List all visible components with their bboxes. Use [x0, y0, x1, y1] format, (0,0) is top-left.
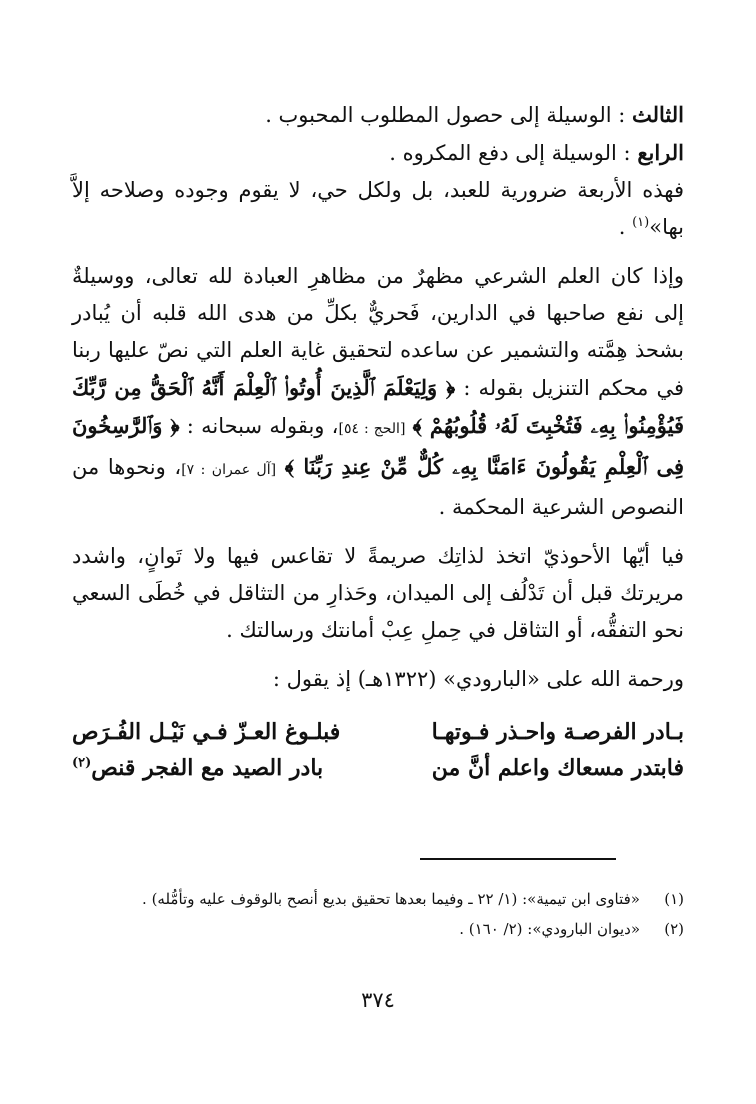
third-text: : الوسيلة إلى حصول المطلوب المحبوب . [265, 103, 626, 127]
paragraph-third [72, 96, 684, 134]
footnote-2-number: (٢) [664, 920, 684, 938]
poem-intro-text: ورحمة الله على «البارودي» (١٣٢٢هـ) إذ يقول : [272, 667, 684, 691]
verse-reference-2: [آل عمران : ٧] [181, 462, 277, 478]
footnote-marker-1[interactable]: (١) [632, 215, 650, 230]
poem [72, 714, 684, 786]
paragraph-four-needs [72, 172, 684, 246]
poem-line-2-second-hemistich [72, 750, 323, 786]
third-label: الثالث [632, 102, 684, 127]
fourth-label: الرابع [637, 140, 684, 165]
footnote-2-text: «ديوان البارودي»: (٢/ ١٦٠) . [459, 920, 640, 938]
poem-line-1-second-hemistich: فبلـوغ العـزّ فـي نَيْـل الفُـرَص [72, 719, 341, 745]
quran-verse-2: ﴿ وَٱلرَّٰسِخُونَ فِى ٱلْعِلْمِ يَقُولُونَ ءَامَنَّا بِهِۦ كُلٌّ مِّنْ عِندِ رَبِّنَا ﴾ [72, 413, 685, 479]
paragraph-fourth [72, 134, 684, 172]
poem-line-2 [72, 750, 684, 786]
knowledge-text-3: ، ونحوها من النصوص الشرعية المحكمة . [72, 455, 684, 519]
fourth-text: : الوسيلة إلى دفع المكروه . [389, 141, 631, 165]
paragraph-poem-intro [72, 661, 684, 698]
poem-line-1-first-hemistich: بـادر الفرصـة واحـذر فـوتهـا [431, 719, 684, 745]
footnote-1-text: «فتاوى ابن تيمية»: (١/ ٢٢ ـ وفيما بعدها تحقيق بديع أنصح بالوقوف عليه وتأمُّله) . [142, 890, 640, 908]
quran-verse-1: ﴿ وَلِيَعْلَمَ ٱلَّذِينَ أُوتُوا۟ ٱلْعِلْمَ أَنَّهُ ٱلْحَقُّ مِن رَّبِّكَ فَيُؤْمِنُوا۟ بِهِۦ فَتُخْبِتَ لَهُۥ قُلُوبُهُمْ ﴾ [72, 375, 685, 438]
paragraph-exhortation [72, 538, 684, 649]
exhortation-text: فيا أيّها الأحوذيّ اتخذ لذاتِك صريمةً لا تقاعس فيها ولا تَوانٍ، واشدد مريرتك قبل أن تَدْلُف إلى الميدان، وحَذارِ من التثاقل في خُطَى السعي نحو التفقُّه، أو التثاقل في حِملِ عِبْ أمانتك ورسالتك . [72, 544, 684, 642]
footnote-1-number: (١) [664, 890, 684, 908]
poem-line-1 [72, 714, 684, 750]
four-needs-end: . [618, 215, 626, 239]
four-needs-text: فهذه الأربعة ضرورية للعبد، بل ولكل حي، لا يقوم وجوده وصلاحه إلاَّ بها» [72, 178, 684, 239]
verse-reference-1: [الحج : ٥٤] [338, 421, 406, 437]
poem-line-2-second-text: بادر الصيد مع الفجر قنص [91, 755, 324, 781]
footnote-2 [72, 914, 684, 944]
footnote-1 [72, 884, 684, 914]
knowledge-text-1: وإذا كان العلم الشرعي مظهرٌ من مظاهرِ العبادة لله تعالى، ووسيلةٌ إلى نفع صاحبها في الدارين، فَحريٌّ بكلِّ من هدى الله قلبه أن يُبادر بشحذ هِمَّته والتشمير عن ساعده لتحقيق غاية العلم التي نصّ عليها ربنا في محكم التنزيل بقوله : [72, 264, 684, 400]
main-text [72, 96, 684, 786]
footnote-separator [420, 858, 616, 860]
paragraph-knowledge [72, 258, 684, 526]
page-number: ٣٧٤ [361, 988, 395, 1012]
knowledge-text-2: ، وبقوله سبحانه : [186, 414, 339, 438]
footnote-marker-2[interactable]: (٢) [72, 755, 92, 771]
poem-line-2-first-hemistich: فابتدر مسعاك واعلم أنَّ من [431, 755, 684, 781]
footnotes [72, 884, 684, 944]
